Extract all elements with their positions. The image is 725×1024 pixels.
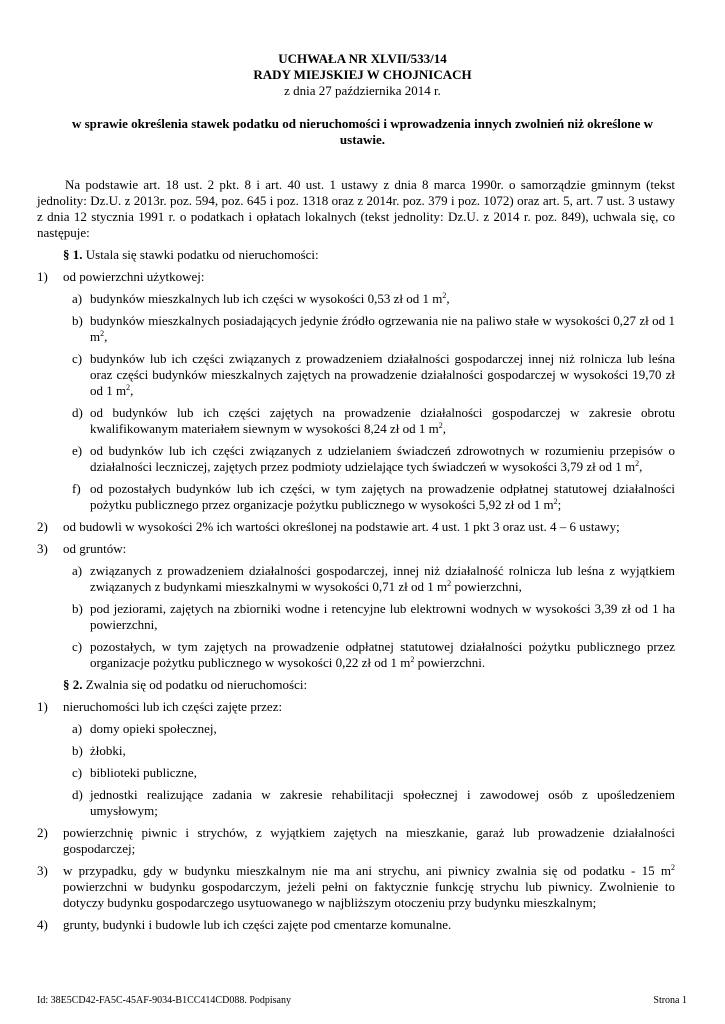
section-2 <box>37 677 675 693</box>
list-item: b) pod jeziorami, zajętych na zbiorniki wodne i retencyjne lub elektrowni wodnych w wysokości 3,39 zł od 1 ha powierzchni, <box>72 601 675 632</box>
list-item: a) budynków mieszkalnych lub ich części w wysokości 0,53 zł od 1 $m^2$, <box>72 291 450 306</box>
list-item: b) żłobki, <box>72 743 126 758</box>
section-mark: § 1. <box>63 247 83 262</box>
page-number: Strona 1 <box>653 995 687 1006</box>
list-item: a) związanych z prowadzeniem działalności gospodarczej, innej niż działalność rolnicza lub leśna z wyjątkiem związanych z budynkami mieszkalnymi w wysokości 0,71 zł od 1 $m^2$ powierzchni, <box>72 563 675 594</box>
list-item: 4) grunty, budynki i budowle lub ich części zajęte pod cmentarze komunalne. <box>37 917 452 932</box>
list-item: c) budynków lub ich części związanych z prowadzeniem działalności gospodarczej innej niż rolnicza lub leśna oraz części budynków mieszkalnych zajętych na prowadzenie działalności gospodarczej w wysokości 19,70 zł od 1 $m^2$, <box>72 351 675 398</box>
list-item: d) jednostki realizujące zadania w zakresie rehabilitacji społecznej i zawodowej osób z upośledzeniem umysłowym; <box>72 787 675 818</box>
council-name: RADY MIEJSKIEJ W CHOJNICACH <box>253 67 472 82</box>
list-item: 2) od budowli w wysokości 2% ich wartości określonej na podstawie art. 4 ust. 1 pkt 3 oraz ust. 4 – 6 ustawy; <box>37 519 620 534</box>
resolution-header <box>60 51 665 99</box>
list-item: d) od budynków lub ich części zajętych na prowadzenie działalności gospodarczej w zakresie obrotu kwalifikowanym materiałem siewnym w wysokości 8,24 zł od 1 $m^2$, <box>72 405 675 436</box>
preamble: Na podstawie art. 18 ust. 2 pkt. 8 i art. 40 ust. 1 ustawy z dnia 8 marca 1990r. o samorządzie gminnym (tekst jednolity: Dz.U. z 2013r. poz. 594, poz. 645 i poz. 1318 oraz z 2014r. poz. 379 i poz. 1072) oraz art. 5, art. 7 ust. 3 ustawy z dnia 12 stycznia 1991 r. o podatkach i opłatach lokalnych (tekst jednolity: Dz.U. z 2014 r. poz. 849), uchwala się, co następuje: <box>37 177 675 240</box>
list-item: e) od budynków lub ich części związanych z udzielaniem świadczeń zdrowotnych w rozumieniu przepisów o działalności leczniczej, zajętych przez podmioty udzielające tych świadczeń w wysokości 3,79 zł od 1 $m^2$, <box>72 443 675 474</box>
section-text: Ustala się stawki podatku od nieruchomości: <box>82 247 319 262</box>
document-body <box>37 177 675 933</box>
resolution-subject: w sprawie określenia stawek podatku od nieruchomości i wprowadzenia innych zwolnień niż określone w ustawie. <box>71 116 654 147</box>
list-item: b) budynków mieszkalnych posiadających jedynie źródło ogrzewania nie na paliwo stałe w wysokości 0,27 zł od 1 $m^2$, <box>72 313 675 344</box>
resolution-number: UCHWAŁA NR XLVII/533/14 <box>278 51 447 66</box>
list-item: 3) w przypadku, gdy w budynku mieszkalnym nie ma ani strychu, ani piwnicy zwalnia się od podatku - 15 $m^2$ powierzchni w budynku gospodarczym, jeżeli pełni on faktycznie funkcję strychu lub piwnicy. Zwolnienie to dotyczy budynku gospodarczego usytuowanego w najbliższym otoczeniu przy budynku mieszkalnym; <box>37 863 675 910</box>
section-1 <box>37 247 675 263</box>
list-item: 2) powierzchnię piwnic i strychów, z wyjątkiem zajętych na mieszkanie, garaż lub prowadzenie działalności gospodarczej; <box>37 825 675 856</box>
list-item: 1) od powierzchni użytkowej: <box>37 269 205 284</box>
list-item: c) biblioteki publiczne, <box>72 765 197 780</box>
document-id: Id: 38E5CD42-FA5C-45AF-9034-B1CC414CD088. Podpisany <box>37 995 291 1006</box>
list-item: c) pozostałych, w tym zajętych na prowadzenie odpłatnej statutowej działalności pożytku publicznego przez organizacje pożytku publicznego w wysokości 0,22 zł od 1 $m^2$ powierzchni. <box>72 639 675 670</box>
section-text: Zwalnia się od podatku od nieruchomości: <box>82 677 308 692</box>
resolution-date: z dnia 27 października 2014 r. <box>284 83 441 98</box>
list-item: 1) nieruchomości lub ich części zajęte przez: <box>37 699 283 714</box>
section-mark: § 2. <box>63 677 83 692</box>
list-item: 3) od gruntów: <box>37 541 127 556</box>
list-item: a) domy opieki społecznej, <box>72 721 217 736</box>
list-item: f) od pozostałych budynków lub ich części, w tym zajętych na prowadzenie odpłatnej statutowej działalności pożytku publicznego przez organizacje pożytku publicznego w wysokości 5,92 zł od 1 $m^2$; <box>72 481 675 512</box>
